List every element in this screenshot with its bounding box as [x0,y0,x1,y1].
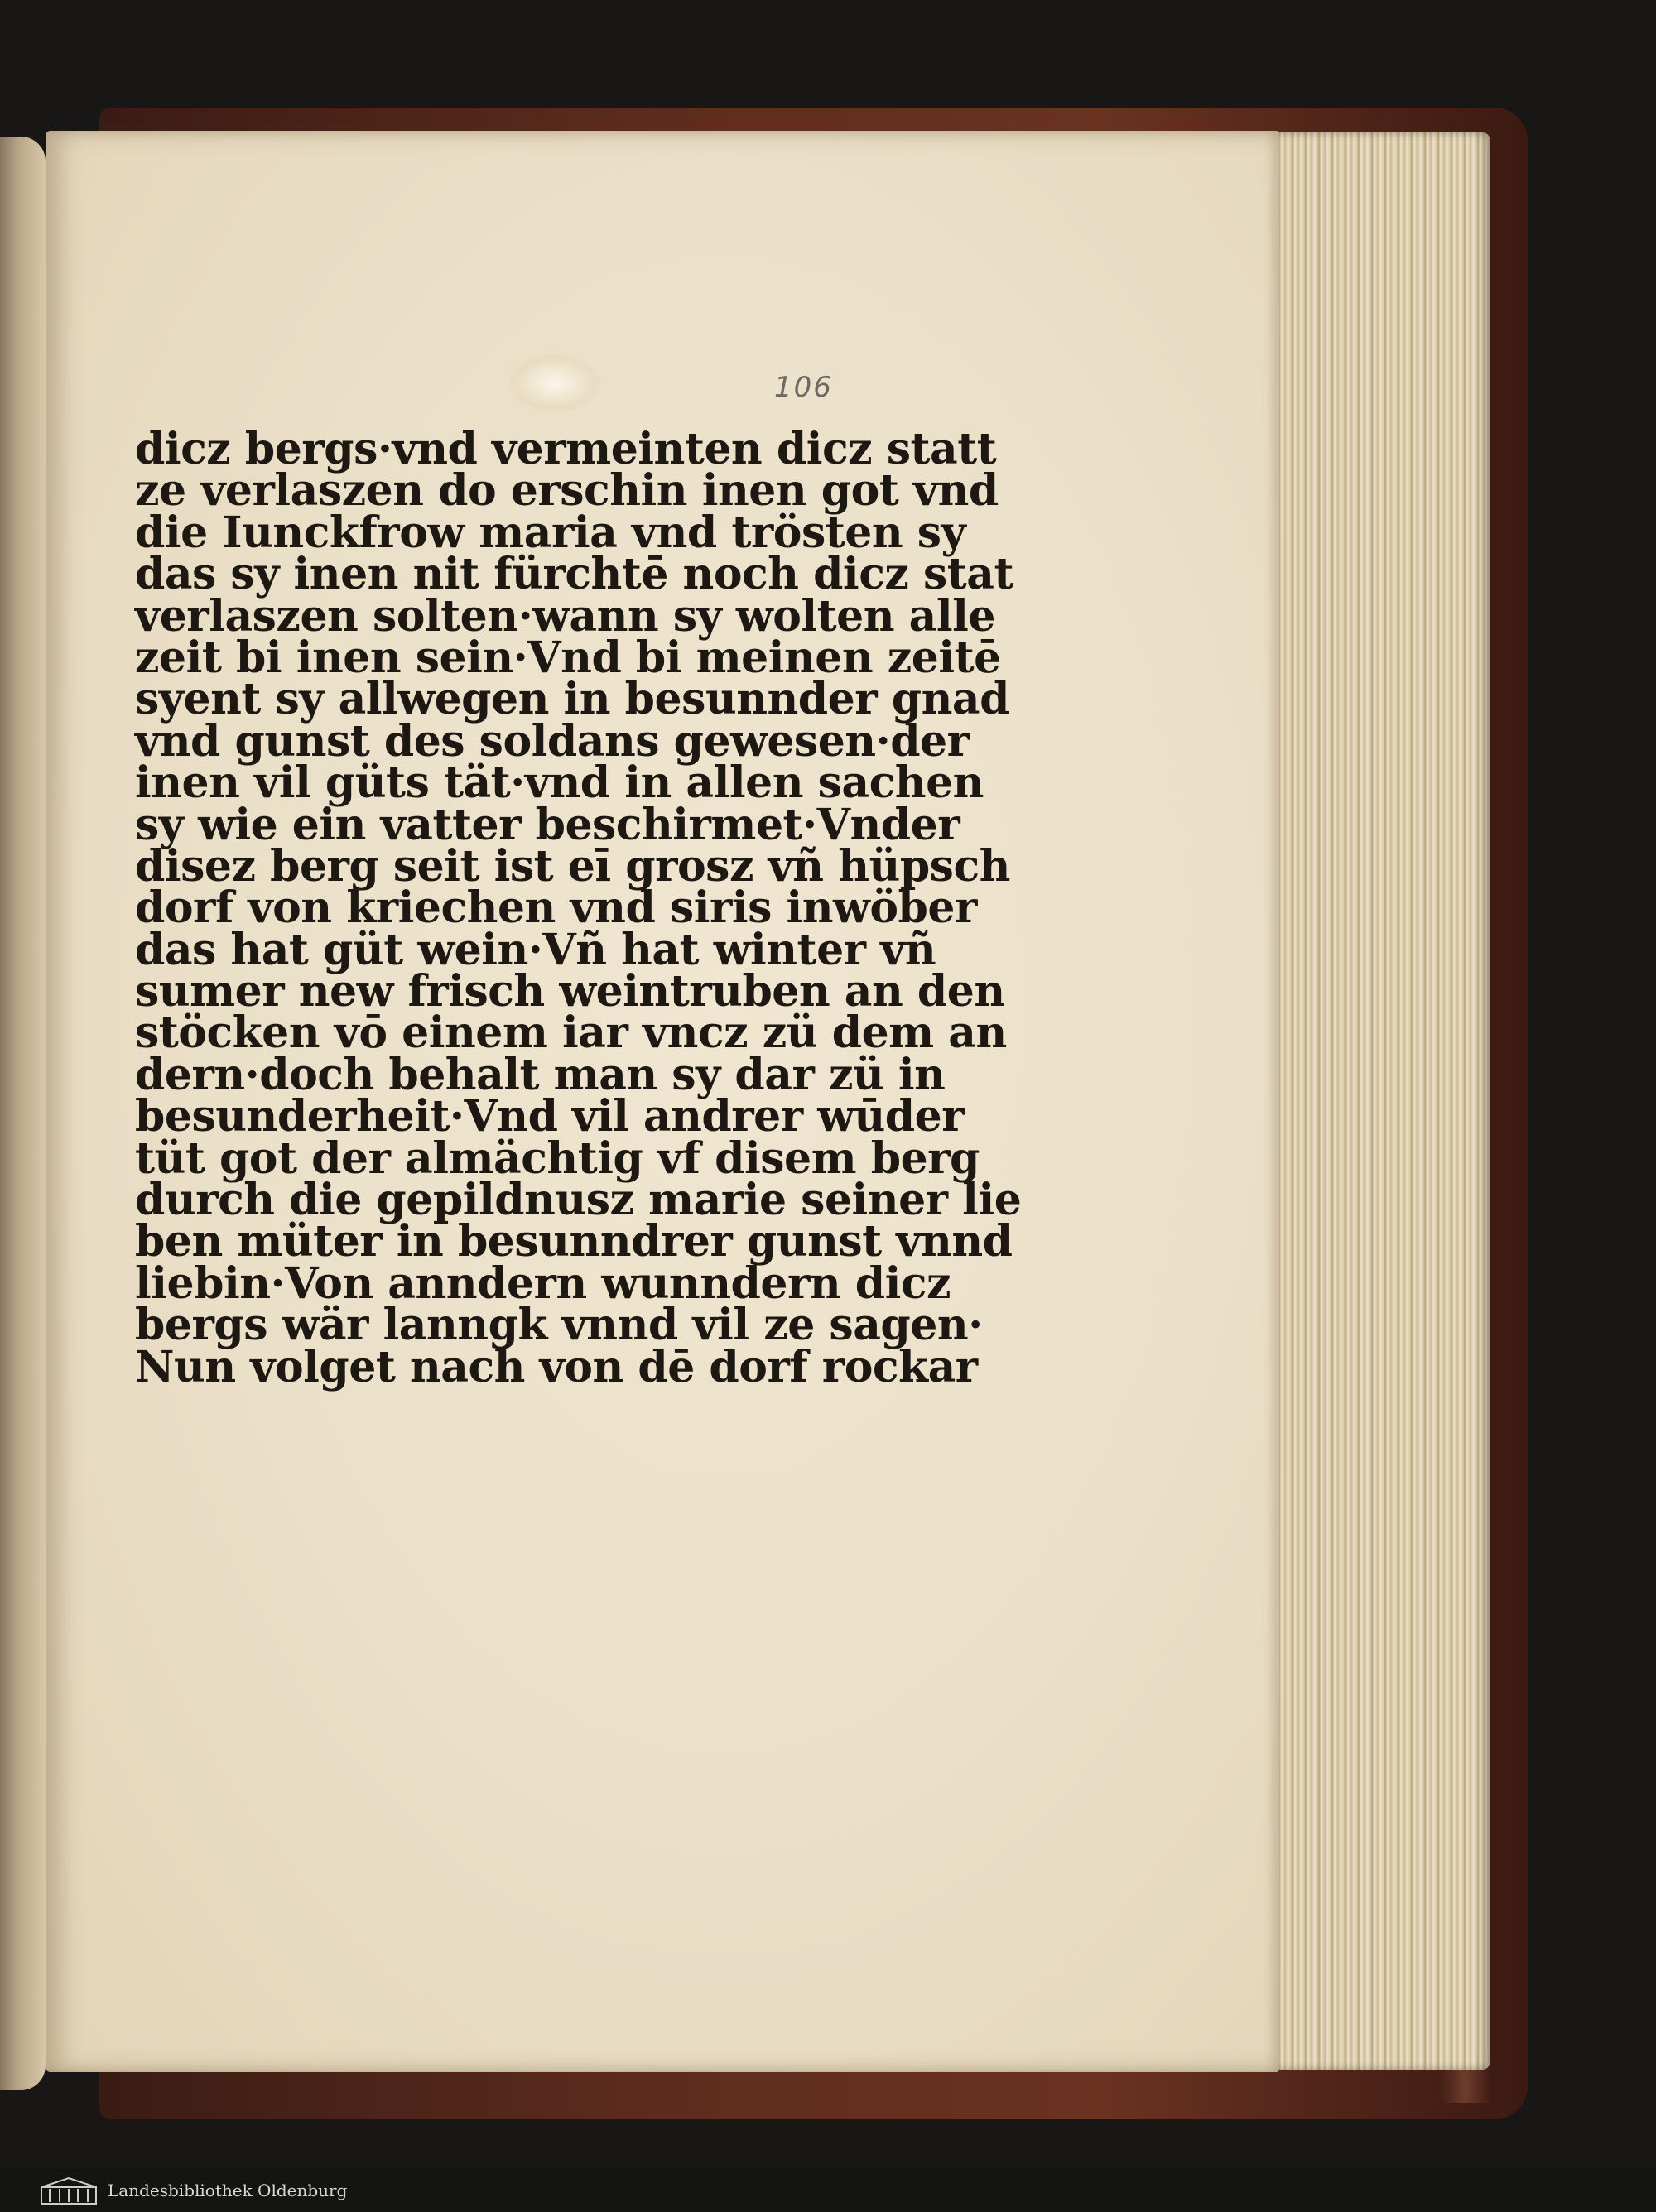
library-building-icon [40,2176,98,2205]
text-line: tüt got der almächtig vf disem berg [135,1132,980,1184]
text-line: ze verlaszen do erschin inen got vnd [135,465,999,517]
text-line: sy wie ein vatter beschirmet·Vnder [135,799,960,850]
folio-number: 106 [774,371,833,404]
text-line: zeit bi inen sein·Vnd bi meinen zeitē [135,632,1001,683]
text-line: das hat güt wein·Vñ hat winter vñ [135,924,936,975]
text-line: dern·doch behalt man sy dar zü in [135,1049,946,1100]
library-name: Landesbibliothek Oldenburg [108,2181,348,2200]
text-line: disez berg seit ist eī grosz vñ hüpsch [135,840,1010,892]
book-page [46,131,1279,2072]
text-line: besunderheit·Vnd vil andrer wūder [135,1091,965,1142]
paper-stain [509,354,600,412]
text-line: bergs wär lanngk vnnd vil ze sagen· [135,1300,983,1351]
text-block [135,424,1022,1392]
text-line: syent sy allwegen in besunnder gnad [135,674,1009,725]
text-line: sumer new frisch weintruben an den [135,966,1005,1017]
text-line: das sy inen nit fürchtē noch dicz stat [135,549,1013,600]
text-line: verlaszen solten·wann sy wolten alle [135,590,995,642]
text-line: ben müter in besunndrer gunst vnnd [135,1216,1013,1267]
facing-page-edge [0,137,46,2090]
text-line: dorf von kriechen vnd siris inwöber [135,882,977,934]
text-line: stöcken vō einem iar vncz zü dem an [135,1007,1007,1059]
text-line: durch die gepildnusz marie seiner lie [135,1175,1022,1226]
text-line: die Iunckfrow maria vnd trösten sy [135,507,966,558]
text-line: vnd gunst des soldans gewesen·der [135,715,970,767]
text-line: inen vil güts tät·vnd in allen sachen [135,757,984,809]
text-line: liebin·Von anndern wunndern dicz [135,1257,951,1309]
page-fore-edge [1275,132,1490,2070]
text-line: dicz bergs·vnd vermeinten dicz statt [135,424,997,474]
text-line: Nun volget nach von dē dorf rockar [135,1341,978,1392]
